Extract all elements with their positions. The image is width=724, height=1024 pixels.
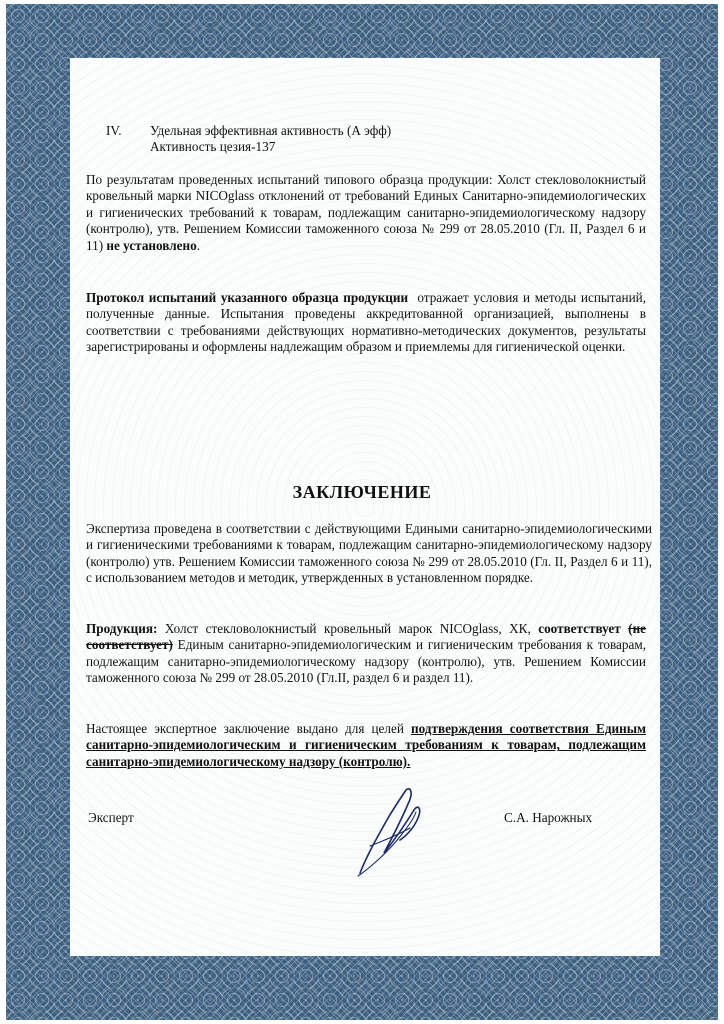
expertise-paragraph: Экспертиза проведена в соответствии с действующими Едиными санитарно-эпидемиологическими и гигиеническими требованиями к товарам, подлежащим санитарно-эпидемиологическому надзору (контролю) утв. Решением Комиссии таможенного союза № 299 от 28.05.2010 (Гл. II, Раздел 6 и 11), с использованием методов и методик, утвержденных в установленном порядке. (86, 521, 652, 586)
purpose-paragraph (86, 721, 646, 770)
section-subtitle: Активность цезия-137 (150, 139, 276, 155)
test-results-paragraph (86, 172, 646, 254)
section-iv (106, 123, 406, 156)
product-label: Продукция: (86, 621, 158, 636)
protocol-paragraph (86, 290, 646, 356)
expert-title: Эксперт (88, 810, 134, 825)
struck-status: (не соответствует) (86, 621, 647, 653)
test-results-end: . (196, 237, 200, 253)
section-title: Удельная эффективная активность (А эфф) (150, 123, 392, 138)
protocol-lead: Протокол испытаний указанного образца продукции (86, 290, 409, 305)
section-number: IV. (106, 123, 122, 138)
purpose-emphasis: подтверждения соответствия Единым санитарно-эпидемиологическим и гигиеническим требованиям к товарам, подлежащим санитарно-эпидемиологическому надзору (контролю). (86, 721, 646, 769)
test-results-text: По результатам проведенных испытаний типового образца продукции: Холст стекловолокнистый кровельный марки NICOglass отклонений от требований Единых Санитарно-эпидемиологических и гигиенических требований к товарам, подлежащим санитарно-эпидемиологическому надзору (контролю), утв. Решением Комиссии таможенного союза № 299 от 28.05.2010 (Гл. II, Раздел 6 и 11) (86, 172, 646, 253)
product-text: Единым санитарно-эпидемиологическим и гигиеническим требования к товарам, подлежащим санитарно-эпидемиологическому надзору (контролю), утв. Решением Комиссии таможенного союза № 299 от 28.05.2010 (Гл.II, раздел 6 и раздел 11). (86, 637, 646, 686)
product-name: Холст стекловолокнистый кровельный марок NICOglass, ХК, (164, 621, 531, 636)
expert-name: С.А. Нарожных (504, 810, 593, 825)
test-results-verdict: не установлено (106, 237, 197, 253)
compliance-status: соответствует (538, 621, 621, 636)
product-paragraph (86, 621, 646, 687)
purpose-text: Настоящее экспертное заключение выдано для целей (86, 721, 404, 736)
conclusion-heading: ЗАКЛЮЧЕНИЕ (292, 482, 432, 502)
protocol-text: отражает условия и методы испытаний, полученные данные. Испытания проведены аккредитованной организацией, выполнены в соответствии с требованиями действующих нормативно-методических документов, результаты зарегистрированы и оформлены надлежащим образом и приемлемы для гигиенической оценки. (86, 290, 646, 355)
signature-image (340, 778, 430, 888)
